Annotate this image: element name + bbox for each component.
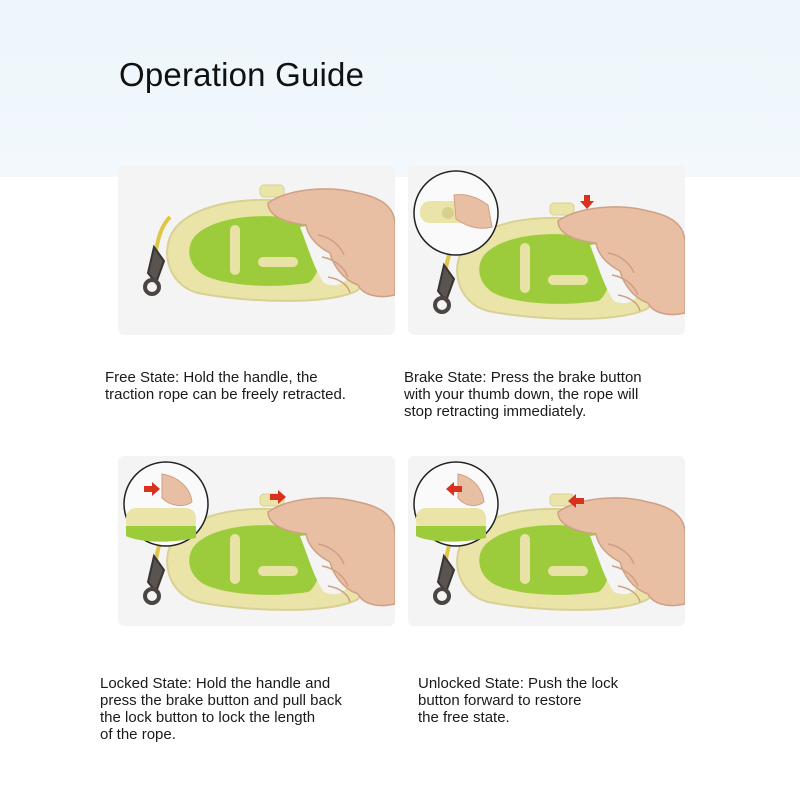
unlocked-state-image bbox=[408, 456, 685, 626]
brake-state-image bbox=[408, 165, 685, 335]
free-state-caption: Free State: Hold the handle, the traction rope can be freely retracted. bbox=[105, 369, 346, 403]
locked-state-image bbox=[118, 456, 395, 626]
brake-state-caption: Brake State: Press the brake button with your thumb down, the rope will stop retracting immediately. bbox=[404, 369, 642, 420]
locked-state-caption: Locked State: Hold the handle and press the brake button and pull back the lock button to lock the length of the rope. bbox=[100, 675, 342, 743]
free-state-image bbox=[118, 165, 395, 335]
arrow-down-icon bbox=[580, 195, 594, 209]
page-title: Operation Guide bbox=[119, 56, 365, 93]
unlocked-state-caption: Unlocked State: Push the lock button forward to restore the free state. bbox=[418, 675, 619, 726]
